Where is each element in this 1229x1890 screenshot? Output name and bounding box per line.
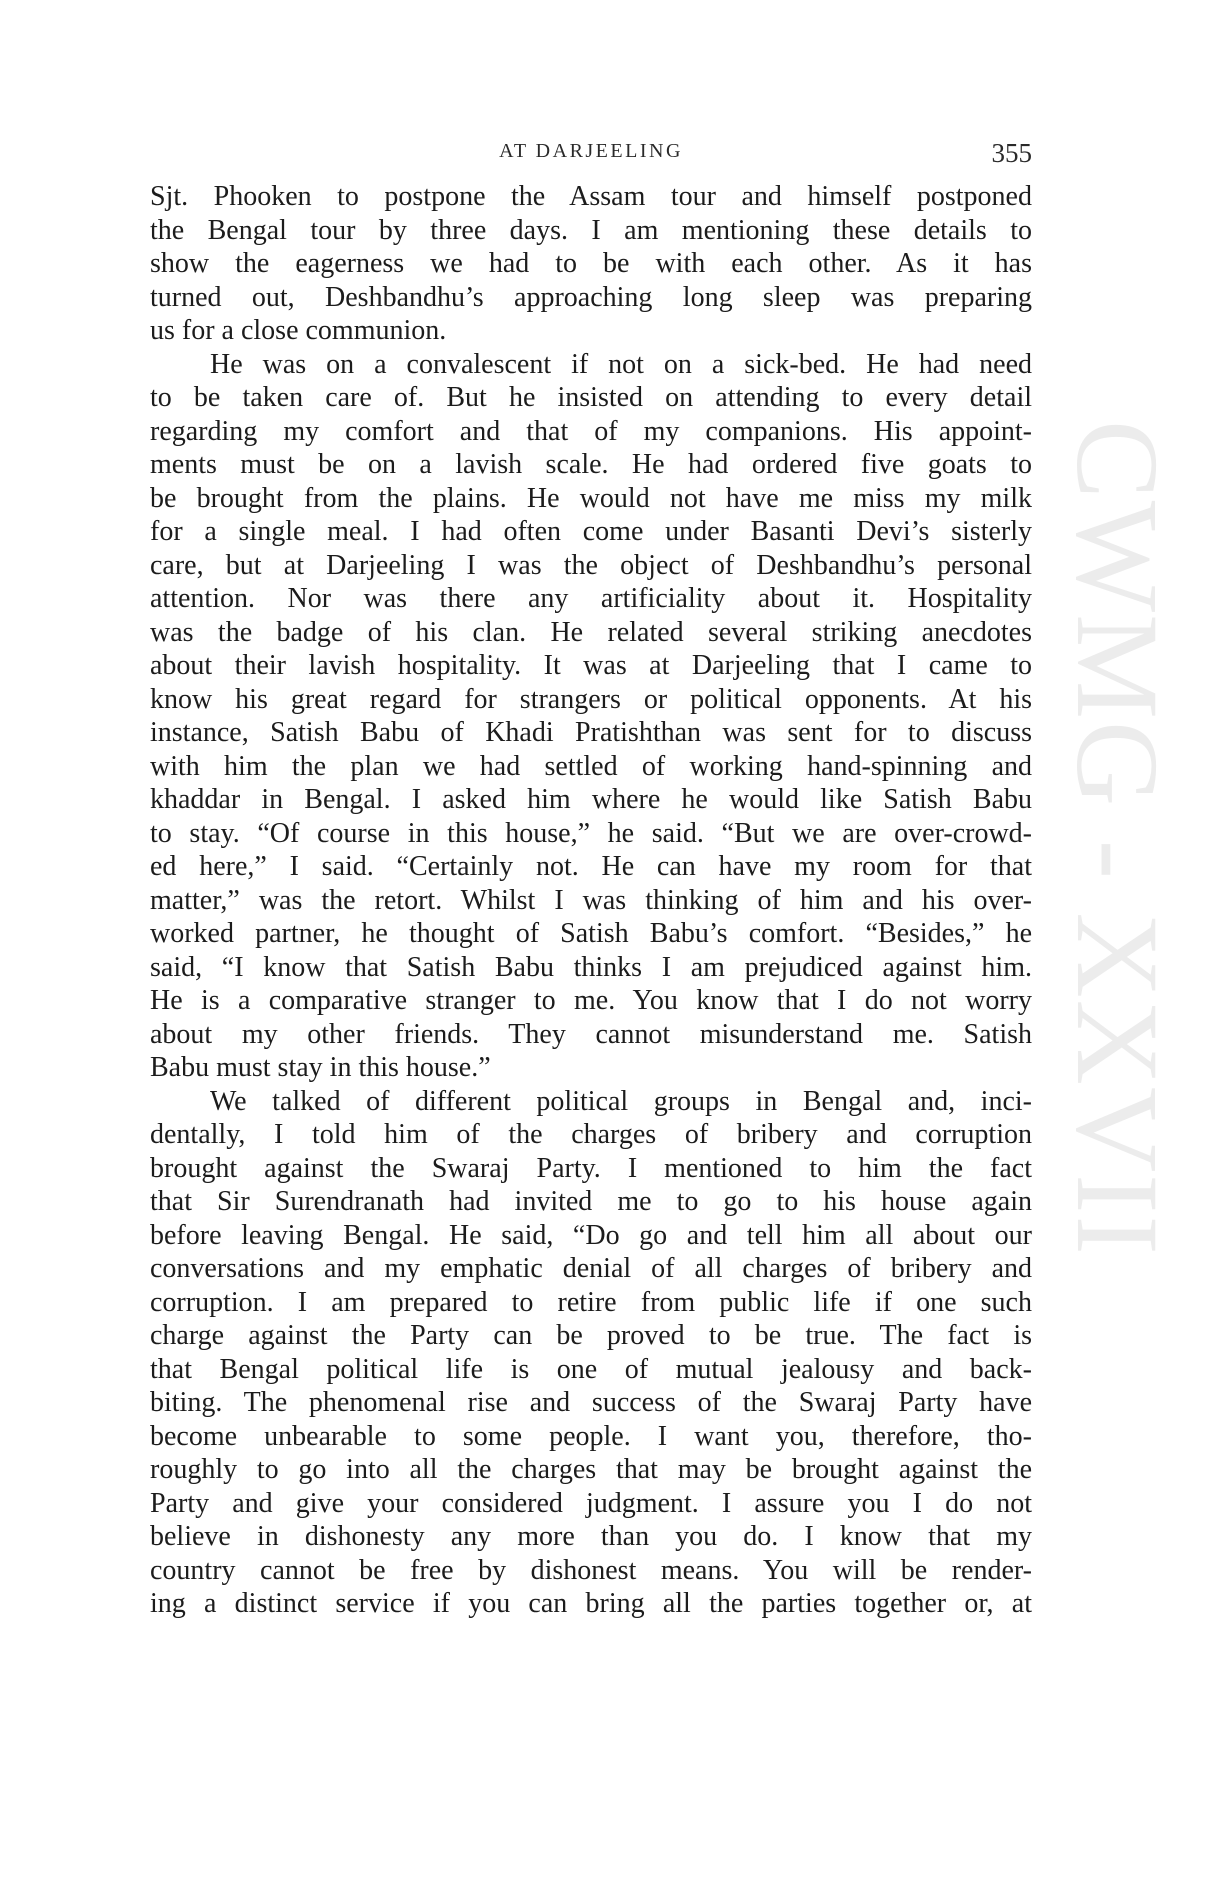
body-text (150, 180, 1032, 1621)
text-line: regarding my comfort and that of my companions. His appoint- (150, 415, 1032, 447)
text-line: ing a distinct service if you can bring all the parties together or, at (150, 1588, 1032, 1619)
text-line: country cannot be free by dishonest means. You will be render- (150, 1554, 1032, 1586)
text-line: about their lavish hospitality. It was at Darjeeling that I came to (150, 650, 1032, 681)
text-line: become unbearable to some people. I want you, therefore, tho- (150, 1420, 1032, 1452)
text-line: worked partner, he thought of Satish Babu’s comfort. “Besides,” he (150, 918, 1032, 949)
text-line: dentally, I told him of the charges of bribery and corruption (150, 1119, 1032, 1150)
text-line: He was on a convalescent if not on a sick-bed. He had need (210, 348, 1032, 380)
text-line: Babu must stay in this house.” (150, 1052, 491, 1083)
text-line: believe in dishonesty any more than you do. I know that my (150, 1521, 1032, 1552)
text-line: with him the plan we had settled of working hand-spinning and (150, 750, 1032, 782)
text-line: instance, Satish Babu of Khadi Pratishthan was sent for to discuss (150, 717, 1032, 748)
text-line: for a single meal. I had often come under Basanti Devi’s sisterly (150, 516, 1032, 547)
text-line: ments must be on a lavish scale. He had ordered five goats to (150, 449, 1032, 480)
text-line: khaddar in Bengal. I asked him where he would like Satish Babu (150, 784, 1032, 815)
page-header (150, 138, 1032, 172)
paragraph (150, 180, 1032, 348)
text-line: biting. The phenomenal rise and success of the Swaraj Party have (150, 1387, 1032, 1418)
text-line: to stay. “Of course in this house,” he said. “But we are over-crowd- (150, 817, 1032, 849)
running-title: AT DARJEELING (499, 140, 683, 162)
page-number: 355 (991, 138, 1032, 168)
text-line: that Sir Surendranath had invited me to go to his house again (150, 1186, 1032, 1217)
paragraph (150, 348, 1032, 1085)
text-line: corruption. I am prepared to retire from public life if one such (150, 1286, 1032, 1318)
watermark-text: CWMG - XXVII (1052, 420, 1183, 1257)
text-line: turned out, Deshbandhu’s approaching long sleep was preparing (150, 281, 1032, 313)
text-line: matter,” was the retort. Whilst I was thinking of him and his over- (150, 884, 1032, 916)
paragraph (150, 1085, 1032, 1621)
text-line: attention. Nor was there any artificiality about it. Hospitality (150, 583, 1032, 614)
text-line: roughly to go into all the charges that may be brought against the (150, 1454, 1032, 1485)
text-line: He is a comparative stranger to me. You know that I do not worry (150, 985, 1032, 1016)
text-line: about my other friends. They cannot misunderstand me. Satish (150, 1018, 1032, 1050)
text-line: ed here,” I said. “Certainly not. He can have my room for that (150, 851, 1032, 882)
text-line: Sjt. Phooken to postpone the Assam tour and himself postponed (150, 181, 1032, 212)
text-line: We talked of different political groups in Bengal and, inci- (210, 1085, 1032, 1117)
text-line: be brought from the plains. He would not have me miss my milk (150, 482, 1032, 514)
text-line: the Bengal tour by three days. I am mentioning these details to (150, 214, 1032, 246)
text-line: show the eagerness we had to be with each other. As it has (150, 248, 1032, 279)
text-line: to be taken care of. But he insisted on attending to every detail (150, 382, 1032, 413)
text-line: brought against the Swaraj Party. I mentioned to him the fact (150, 1152, 1032, 1184)
text-line: conversations and my emphatic denial of all charges of bribery and (150, 1253, 1032, 1284)
text-line: was the badge of his clan. He related several striking anecdotes (150, 616, 1032, 648)
text-line: said, “I know that Satish Babu thinks I am prejudiced against him. (150, 951, 1032, 983)
text-line: care, but at Darjeeling I was the object of Deshbandhu’s personal (150, 549, 1032, 581)
text-line: that Bengal political life is one of mutual jealousy and back- (150, 1353, 1032, 1385)
watermark (1052, 420, 1183, 1570)
text-line: Party and give your considered judgment. I assure you I do not (150, 1487, 1032, 1519)
text-line: us for a close communion. (150, 315, 447, 346)
text-line: charge against the Party can be proved to be true. The fact is (150, 1320, 1032, 1351)
text-line: know his great regard for strangers or political opponents. At his (150, 683, 1032, 715)
text-line: before leaving Bengal. He said, “Do go and tell him all about our (150, 1219, 1032, 1251)
